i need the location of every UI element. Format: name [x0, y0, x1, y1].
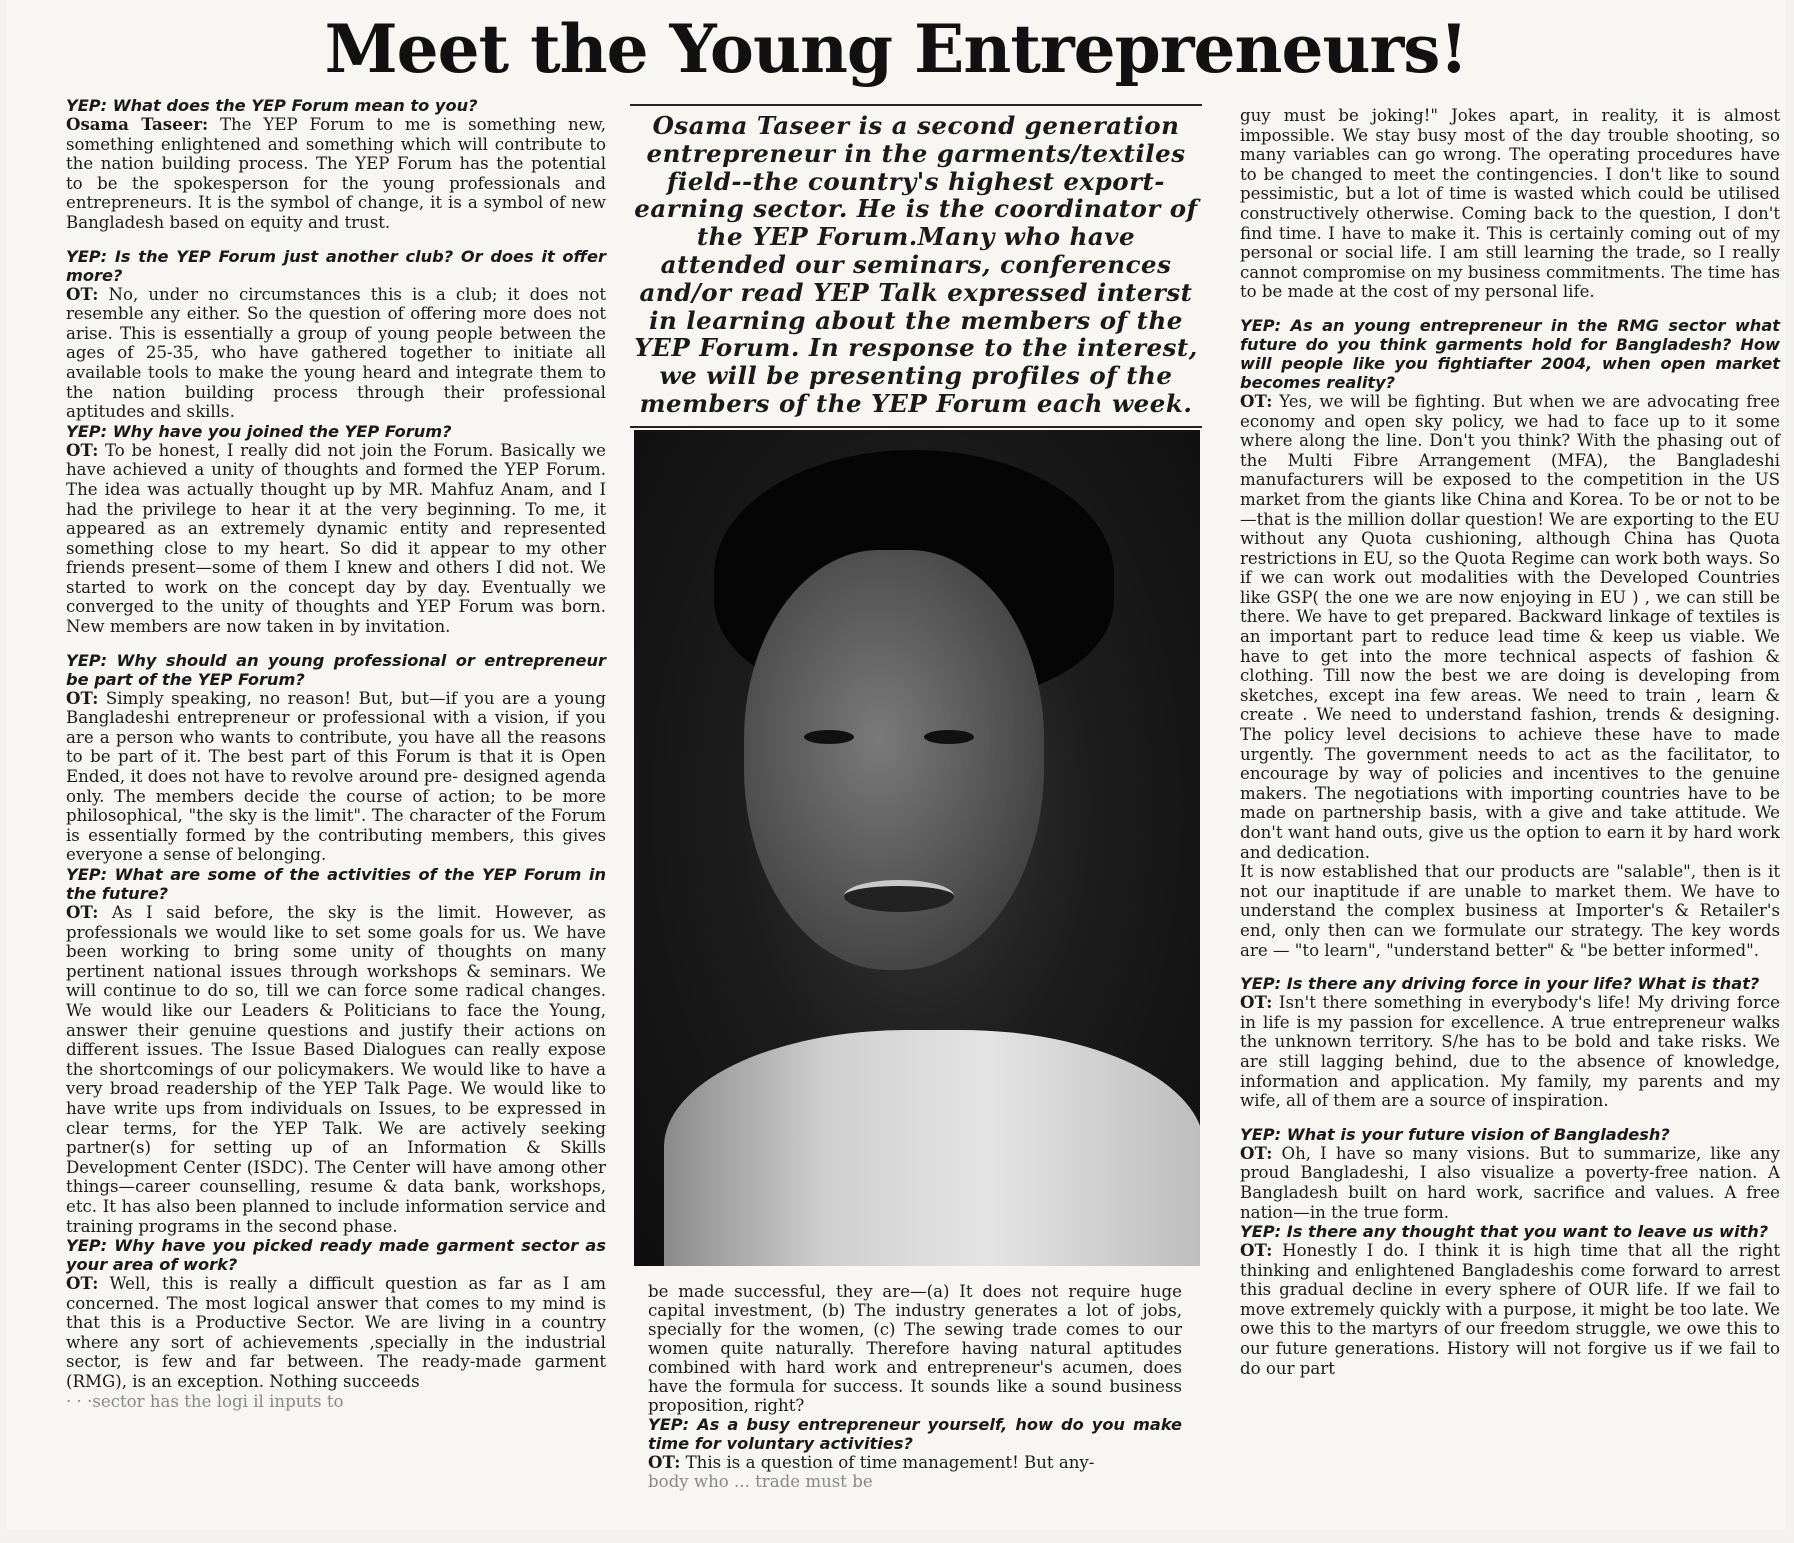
answer-7: [648, 1453, 1182, 1472]
answer-text: Yes, we will be fighting. But when we are advocating free economy and open sky policy, we had to face up to it some where along the line. Don't you think? With the phasing out of the Multi Fibre Arrangement (MFA), the Bangladeshi manufacturers will be exposed to the competition in the US market from the giants like China and Korea. To be or not to be—that is the million dollar question! We are exporting to the EU without any Quota cushioning, although China has Quota restrictions in EU, so the Quota Regime can work both ways. So if we can work out modalities with the Developed Countries like GSP( the one we are now enjoying in EU ) , we can still be there. We have to get prepared. Backward linkage of textiles is an important part to reduce lead time & keep us viable. We have to get into the more technical aspects of fashion & clothing. Till now the best we are doing is developing from sketches, except ina few areas. We need to train , learn & create . We need to understand fashion, trends & designing. The policy level decisions to achieve these have to made urgently. The government needs to act as the facilitator, to encourage by way of policies and incentives to the genuine makers. The negotiations with importing countries have to be made on partnership basis, with a give and take attitude. We don't want hand outs, give us the option to earn it by hard work and dedication.: [1240, 391, 1780, 862]
answer-text: This is a question of time management! But any-: [680, 1453, 1095, 1472]
photo-shirt: [664, 1030, 1200, 1266]
middle-continuation: be made successful, they are—(a) It does not require huge capital investment, (b) The industry generates a lot of jobs, specially for the women, (c) The sewing trade comes to our women quite naturally. Therefore having natural aptitudes combined with hard work and entrepreneur's acumen, does have the formula for success. It sounds like a sound business proposition, right?: [648, 1282, 1182, 1415]
answer-text: As I said before, the sky is the limit. However, as professionals we would like to set some goals for us. We have been working to bring some unity of thoughts on many pertinent national issues through workshops & seminars. We will continue to do so, till we can force some radical changes. We would like our Leaders & Politicians to face the Young, answer their genuine questions and justify their actions on different issues. The Issue Based Dialogues can really expose the shortcomings of our policymakers. We would like to have a very broad readership of the YEP Talk Page. We would like to have write ups from individuals on Issues, to be expressed in clear terms, for the YEP Talk. We are actively seeking partner(s) for setting up of an Information & Skills Development Center (ISDC). The Center will have among other things—career counselling, resume & data bank, workshops, etc. It has also been planned to include information service and training programs in the second phase.: [66, 903, 606, 1236]
newspaper-page: [6, 0, 1786, 1530]
photo-right-eye: [924, 730, 974, 744]
answer-1: [66, 115, 606, 233]
question-3: YEP: Why have you joined the YEP Forum?: [66, 421, 452, 441]
intro-blurb: Osama Taseer is a second generation entrepreneur in the garments/textiles field--the country's highest export-earning sector. He is the coordinator of the YEP Forum.Many who have attended our seminars, conferences and/or read YEP Talk expressed interst in learning about the members of the YEP Forum. In response to the interest, we will be presenting profiles of the members of the YEP Forum each week.: [630, 104, 1202, 428]
answer-4: [66, 689, 606, 865]
answer-8: [1240, 392, 1780, 862]
photo-mouth: [844, 880, 954, 912]
right-continuation: guy must be joking!" Jokes apart, in reality, it is almost impossible. We stay busy most of the day trouble shooting, so many variables can go wrong. The operating procedures have to be changed to meet the contingencies. I don't like to sound pessimistic, but a lot of time is wasted which could be utilised constructively otherwise. Coming back to the question, I don't find time. I have to make it. This is certainly coming out of my personal or social life. I am still learning the trade, so I really cannot compromise on my business commitments. The time has to be made at the cost of my personal life.: [1240, 106, 1780, 302]
portrait-photo: [634, 430, 1200, 1266]
answer-2: [66, 285, 606, 422]
answer-text: Honestly I do. I think it is high time that all the right thinking and enlightened Bangladeshis come forward to arrest this gradual decline in every sphere of OUR life. If we fail to move extremely quickly with a purpose, it might be too late. We owe this to the martyrs of our freedom struggle, we owe this to our future generations. History will not forgive us if we fail to do our part: [1240, 1241, 1780, 1378]
answer-11: [1240, 1241, 1780, 1378]
answer-8b: It is now established that our products are "salable", then is it not our inaptitude if are unable to market them. We have to understand the complex business at Importer's & Retailer's end, only then can we formulate our strategy. The key words are — "to learn", "understand better" & "be better informed".: [1240, 862, 1780, 960]
answer-label: OT:: [1240, 1142, 1273, 1163]
headline: Meet the Young Entrepreneurs!: [324, 10, 1468, 88]
answer-label: OT:: [66, 902, 99, 922]
answer-label: OT:: [648, 1452, 681, 1472]
question-5: YEP: What are some of the activities of the YEP Forum in the future?: [66, 865, 606, 903]
answer-text: Well, this is really a difficult question as far as I am concerned. The most logical answer that comes to my mind is that this is a Productive Sector. We are living in a country where any sort of achievements ,specially in the industrial sector, is few and far between. The ready-made garment (RMG), is an exception. Nothing succeeds: [66, 1274, 606, 1392]
middle-column: [648, 1282, 1182, 1491]
answer-6-tail: · · ·sector has the logi il inputs to: [66, 1391, 344, 1411]
answer-text: No, under no circumstances this is a club; it does not resemble any either. So the question of offering more does not arise. This is essentially a group of young people between the ages of 25-35, who have gathered together to initiate all available tools to make the young heard and integrate them to the nation building process through their professional aptitudes and skills.: [66, 284, 606, 422]
answer-5: [66, 903, 606, 1236]
answer-label: OT:: [1240, 390, 1273, 411]
answer-9: [1240, 993, 1780, 1111]
left-column: [66, 96, 606, 1411]
answer-6: [66, 1274, 606, 1392]
answer-text: Simply speaking, no reason! But, but—if you are a young Bangladeshi entrepreneur or professional with a vision, if you are a person who wants to contribute, you have all the reasons to be part of it. The best part of this Forum is that it is Open Ended, it does not have to revolve around pre- designed agenda only. The members decide the course of action; to be more philosophical, "the sky is the limit". The character of the Forum is essentially formed by the contributing members, this gives everyone a sense of belonging.: [66, 688, 606, 865]
question-1: YEP: What does the YEP Forum mean to you?: [66, 96, 478, 115]
right-column: [1240, 106, 1780, 1378]
answer-label: Osama Taseer:: [66, 114, 209, 134]
answer-text: Oh, I have so many visions. But to summarize, like any proud Bangladeshi, I also visualize a poverty-free nation. A Bangladesh built on hard work, sacrifice and values. A free nation—in the true form.: [1240, 1143, 1780, 1222]
question-2: YEP: Is the YEP Forum just another club? Or does it offer more?: [66, 246, 606, 285]
answer-text: To be honest, I really did not join the Forum. Basically we have achieved a unity of thoughts and formed the YEP Forum. The idea was actually thought up by MR. Mahfuz Anam, and I had the privilege to hear it at the very beginning. To me, it appeared as an extremely dynamic entity and represented something close to my heart. So did it appear to my other friends present—some of them I knew and others I did not. We started to work on the concept day by day. Eventually we converged to the unity of thoughts and YEP Forum was born. New members are now taken in by invitation.: [66, 440, 606, 637]
question-7: YEP: As a busy entrepreneur yourself, how do you make time for voluntary activities?: [648, 1415, 1182, 1453]
answer-label: OT:: [66, 1273, 99, 1294]
photo-left-eye: [804, 730, 854, 744]
answer-text: The YEP Forum to me is something new, something enlightened and something which will contribute to the nation building process. The YEP Forum has the potential to be the spokesperson for the young professionals and entrepreneurs. It is the symbol of change, it is a symbol of new Bangladesh based on equity and trust.: [66, 115, 606, 232]
question-8: YEP: As an young entrepreneur in the RMG sector what future do you think garments hold for Bangladesh? How will people like you fightiafter 2004, when open market becomes reality?: [1240, 315, 1780, 392]
answer-label: OT:: [66, 283, 99, 304]
answer-label: OT:: [1240, 1240, 1273, 1261]
question-11: YEP: Is there any thought that you want to leave us with?: [1240, 1222, 1769, 1242]
answer-7-tail: body who ... trade must be: [648, 1472, 873, 1491]
answer-label: OT:: [1240, 992, 1273, 1013]
answer-label: OT:: [66, 687, 99, 708]
question-6: YEP: Why have you picked ready made garment sector as your area of work?: [66, 1236, 606, 1275]
answer-text: Isn't there something in everybody's life! My driving force in life is my passion for excellence. A true entrepreneur walks the unknown territory. S/he has to be bold and take risks. We are still lagging behind, due to the absence of knowledge, information and application. My family, my parents and my wife, all of them are a source of inspiration.: [1240, 993, 1780, 1111]
question-10: YEP: What is your future vision of Bangladesh?: [1240, 1124, 1670, 1144]
answer-3: [66, 441, 606, 637]
question-9: YEP: Is there any driving force in your life? What is that?: [1240, 974, 1760, 994]
answer-label: OT:: [66, 439, 99, 460]
answer-10: [1240, 1144, 1780, 1222]
question-4: YEP: Why should an young professional or entrepreneur be part of the YEP Forum?: [66, 650, 606, 689]
